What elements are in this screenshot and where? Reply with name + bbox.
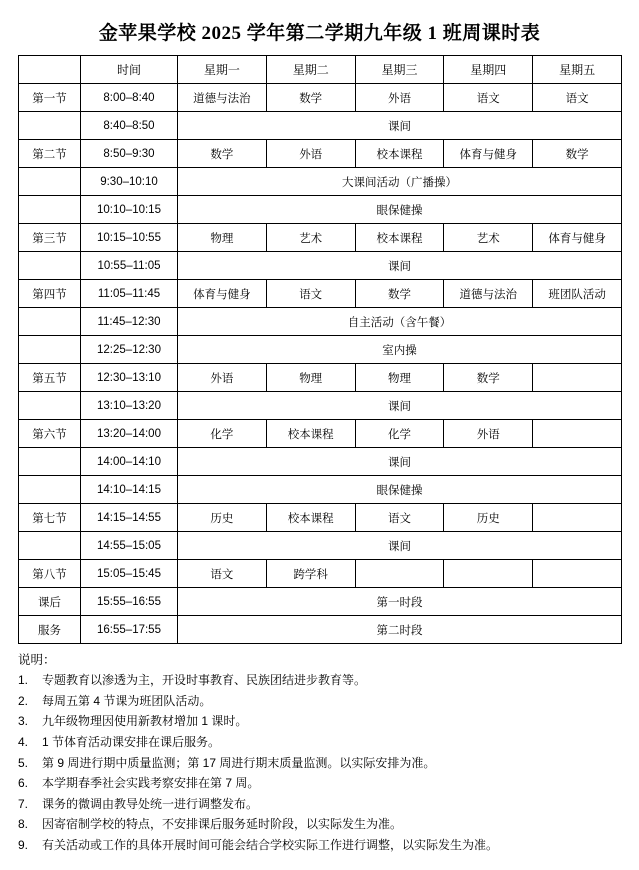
column-header: 星期二 <box>266 56 355 84</box>
subject-cell: 跨学科 <box>266 560 355 588</box>
period-cell: 第二节 <box>19 140 81 168</box>
table-row <box>19 532 622 560</box>
subject-cell: 语文 <box>533 84 622 112</box>
period-cell: 服务 <box>19 616 81 644</box>
subject-cell <box>444 560 533 588</box>
time-cell: 10:10–10:15 <box>81 196 178 224</box>
period-cell <box>19 308 81 336</box>
subject-cell: 校本课程 <box>266 504 355 532</box>
subject-cell: 班团队活动 <box>533 280 622 308</box>
activity-span-cell: 第二时段 <box>178 616 622 644</box>
time-cell: 14:15–14:55 <box>81 504 178 532</box>
subject-cell: 数学 <box>355 280 444 308</box>
period-cell <box>19 112 81 140</box>
time-cell: 12:25–12:30 <box>81 336 178 364</box>
subject-cell <box>533 420 622 448</box>
subject-cell: 艺术 <box>444 224 533 252</box>
time-cell: 14:10–14:15 <box>81 476 178 504</box>
subject-cell <box>533 504 622 532</box>
period-cell <box>19 532 81 560</box>
note-text: 第 9 周进行期中质量监测；第 17 周进行期末质量监测。以实际安排为准。 <box>42 755 436 770</box>
table-row <box>19 448 622 476</box>
subject-cell: 语文 <box>178 560 267 588</box>
note-number: 4. <box>18 734 29 749</box>
note-text: 专题教育以渗透为主，开设时事教育、民族团结进步教育等。 <box>42 673 367 688</box>
time-cell: 13:10–13:20 <box>81 392 178 420</box>
time-cell: 12:30–13:10 <box>81 364 178 392</box>
time-cell: 8:00–8:40 <box>81 84 178 112</box>
note-number: 9. <box>18 837 29 852</box>
subject-cell: 艺术 <box>266 224 355 252</box>
subject-cell: 校本课程 <box>355 224 444 252</box>
subject-cell: 外语 <box>266 140 355 168</box>
period-cell: 第七节 <box>19 504 81 532</box>
table-row <box>19 84 622 112</box>
time-cell: 13:20–14:00 <box>81 420 178 448</box>
table-row <box>19 280 622 308</box>
subject-cell: 校本课程 <box>355 140 444 168</box>
subject-cell: 历史 <box>444 504 533 532</box>
subject-cell: 化学 <box>355 420 444 448</box>
activity-span-cell: 眼保健操 <box>178 196 622 224</box>
time-cell: 10:55–11:05 <box>81 252 178 280</box>
period-cell <box>19 168 81 196</box>
subject-cell: 物理 <box>178 224 267 252</box>
time-cell: 14:00–14:10 <box>81 448 178 476</box>
page-title: 金苹果学校 2025 学年第二学期九年级 1 班周课时表 <box>98 23 541 44</box>
note-number: 5. <box>18 755 29 770</box>
column-header: 星期一 <box>178 56 267 84</box>
notes-section <box>18 654 621 851</box>
note-item <box>18 695 621 708</box>
column-header: 星期四 <box>444 56 533 84</box>
time-cell: 10:15–10:55 <box>81 224 178 252</box>
subject-cell <box>355 560 444 588</box>
time-cell: 14:55–15:05 <box>81 532 178 560</box>
time-cell: 16:55–17:55 <box>81 616 178 644</box>
period-cell <box>19 196 81 224</box>
subject-cell: 体育与健身 <box>178 280 267 308</box>
subject-cell <box>533 364 622 392</box>
table-row <box>19 224 622 252</box>
column-header <box>19 56 81 84</box>
time-cell: 11:05–11:45 <box>81 280 178 308</box>
notes-heading: 说明： <box>18 653 56 667</box>
note-text: 每周五第 4 节课为班团队活动。 <box>42 693 212 708</box>
time-cell: 15:05–15:45 <box>81 560 178 588</box>
time-cell: 11:45–12:30 <box>81 308 178 336</box>
subject-cell: 数学 <box>178 140 267 168</box>
table-row <box>19 308 622 336</box>
note-item <box>18 777 621 790</box>
activity-span-cell: 课间 <box>178 112 622 140</box>
subject-cell: 外语 <box>178 364 267 392</box>
subject-cell: 物理 <box>355 364 444 392</box>
subject-cell: 外语 <box>444 420 533 448</box>
note-item <box>18 798 621 811</box>
note-number: 7. <box>18 796 29 811</box>
period-cell: 第六节 <box>19 420 81 448</box>
note-item <box>18 757 621 770</box>
subject-cell: 体育与健身 <box>533 224 622 252</box>
period-cell <box>19 336 81 364</box>
activity-span-cell: 大课间活动（广播操） <box>178 168 622 196</box>
time-cell: 8:50–9:30 <box>81 140 178 168</box>
subject-cell: 语文 <box>444 84 533 112</box>
table-row <box>19 504 622 532</box>
note-text: 本学期春季社会实践考察安排在第 7 周。 <box>42 776 260 791</box>
table-row <box>19 616 622 644</box>
activity-span-cell: 课间 <box>178 448 622 476</box>
period-cell <box>19 392 81 420</box>
column-header: 星期三 <box>355 56 444 84</box>
note-item <box>18 839 621 852</box>
note-text: 因寄宿制学校的特点，不安排课后服务延时阶段，以实际发生为准。 <box>42 817 403 832</box>
subject-cell: 体育与健身 <box>444 140 533 168</box>
activity-span-cell: 课间 <box>178 532 622 560</box>
note-text: 1 节体育活动课安排在课后服务。 <box>42 734 221 749</box>
subject-cell: 语文 <box>355 504 444 532</box>
subject-cell <box>533 560 622 588</box>
table-row <box>19 168 622 196</box>
activity-span-cell: 第一时段 <box>178 588 622 616</box>
note-number: 1. <box>18 673 29 688</box>
weekly-timetable <box>18 55 622 644</box>
table-row <box>19 252 622 280</box>
period-cell <box>19 252 81 280</box>
subject-cell: 语文 <box>266 280 355 308</box>
subject-cell: 数学 <box>533 140 622 168</box>
table-row <box>19 140 622 168</box>
table-row <box>19 364 622 392</box>
table-row <box>19 196 622 224</box>
period-cell: 第一节 <box>19 84 81 112</box>
subject-cell: 道德与法治 <box>444 280 533 308</box>
period-cell <box>19 476 81 504</box>
subject-cell: 数学 <box>266 84 355 112</box>
subject-cell: 道德与法治 <box>178 84 267 112</box>
activity-span-cell: 自主活动（含午餐） <box>178 308 622 336</box>
column-header: 时间 <box>81 56 178 84</box>
subject-cell: 化学 <box>178 420 267 448</box>
note-item <box>18 715 621 728</box>
activity-span-cell: 课间 <box>178 252 622 280</box>
subject-cell: 校本课程 <box>266 420 355 448</box>
period-cell: 课后 <box>19 588 81 616</box>
table-row <box>19 588 622 616</box>
subject-cell: 数学 <box>444 364 533 392</box>
table-row <box>19 420 622 448</box>
note-item <box>18 736 621 749</box>
note-text: 九年级物理因使用新教材增加 1 课时。 <box>42 714 248 729</box>
period-cell <box>19 448 81 476</box>
activity-span-cell: 课间 <box>178 392 622 420</box>
note-number: 8. <box>18 817 29 832</box>
time-cell: 8:40–8:50 <box>81 112 178 140</box>
table-row <box>19 476 622 504</box>
activity-span-cell: 眼保健操 <box>178 476 622 504</box>
activity-span-cell: 室内操 <box>178 336 622 364</box>
note-number: 6. <box>18 776 29 791</box>
note-number: 3. <box>18 714 29 729</box>
period-cell: 第八节 <box>19 560 81 588</box>
table-header-row <box>19 56 622 84</box>
time-cell: 15:55–16:55 <box>81 588 178 616</box>
note-text: 有关活动或工作的具体开展时间可能会结合学校实际工作进行调整，以实际发生为准。 <box>42 837 499 852</box>
time-cell: 9:30–10:10 <box>81 168 178 196</box>
column-header: 星期五 <box>533 56 622 84</box>
subject-cell: 物理 <box>266 364 355 392</box>
table-row <box>19 392 622 420</box>
period-cell: 第五节 <box>19 364 81 392</box>
note-item <box>18 674 621 687</box>
note-number: 2. <box>18 693 29 708</box>
period-cell: 第四节 <box>19 280 81 308</box>
subject-cell: 外语 <box>355 84 444 112</box>
note-item <box>18 818 621 831</box>
table-row <box>19 336 622 364</box>
note-text: 课务的微调由教导处统一进行调整发布。 <box>42 796 259 811</box>
table-row <box>19 560 622 588</box>
subject-cell: 历史 <box>178 504 267 532</box>
table-row <box>19 112 622 140</box>
period-cell: 第三节 <box>19 224 81 252</box>
